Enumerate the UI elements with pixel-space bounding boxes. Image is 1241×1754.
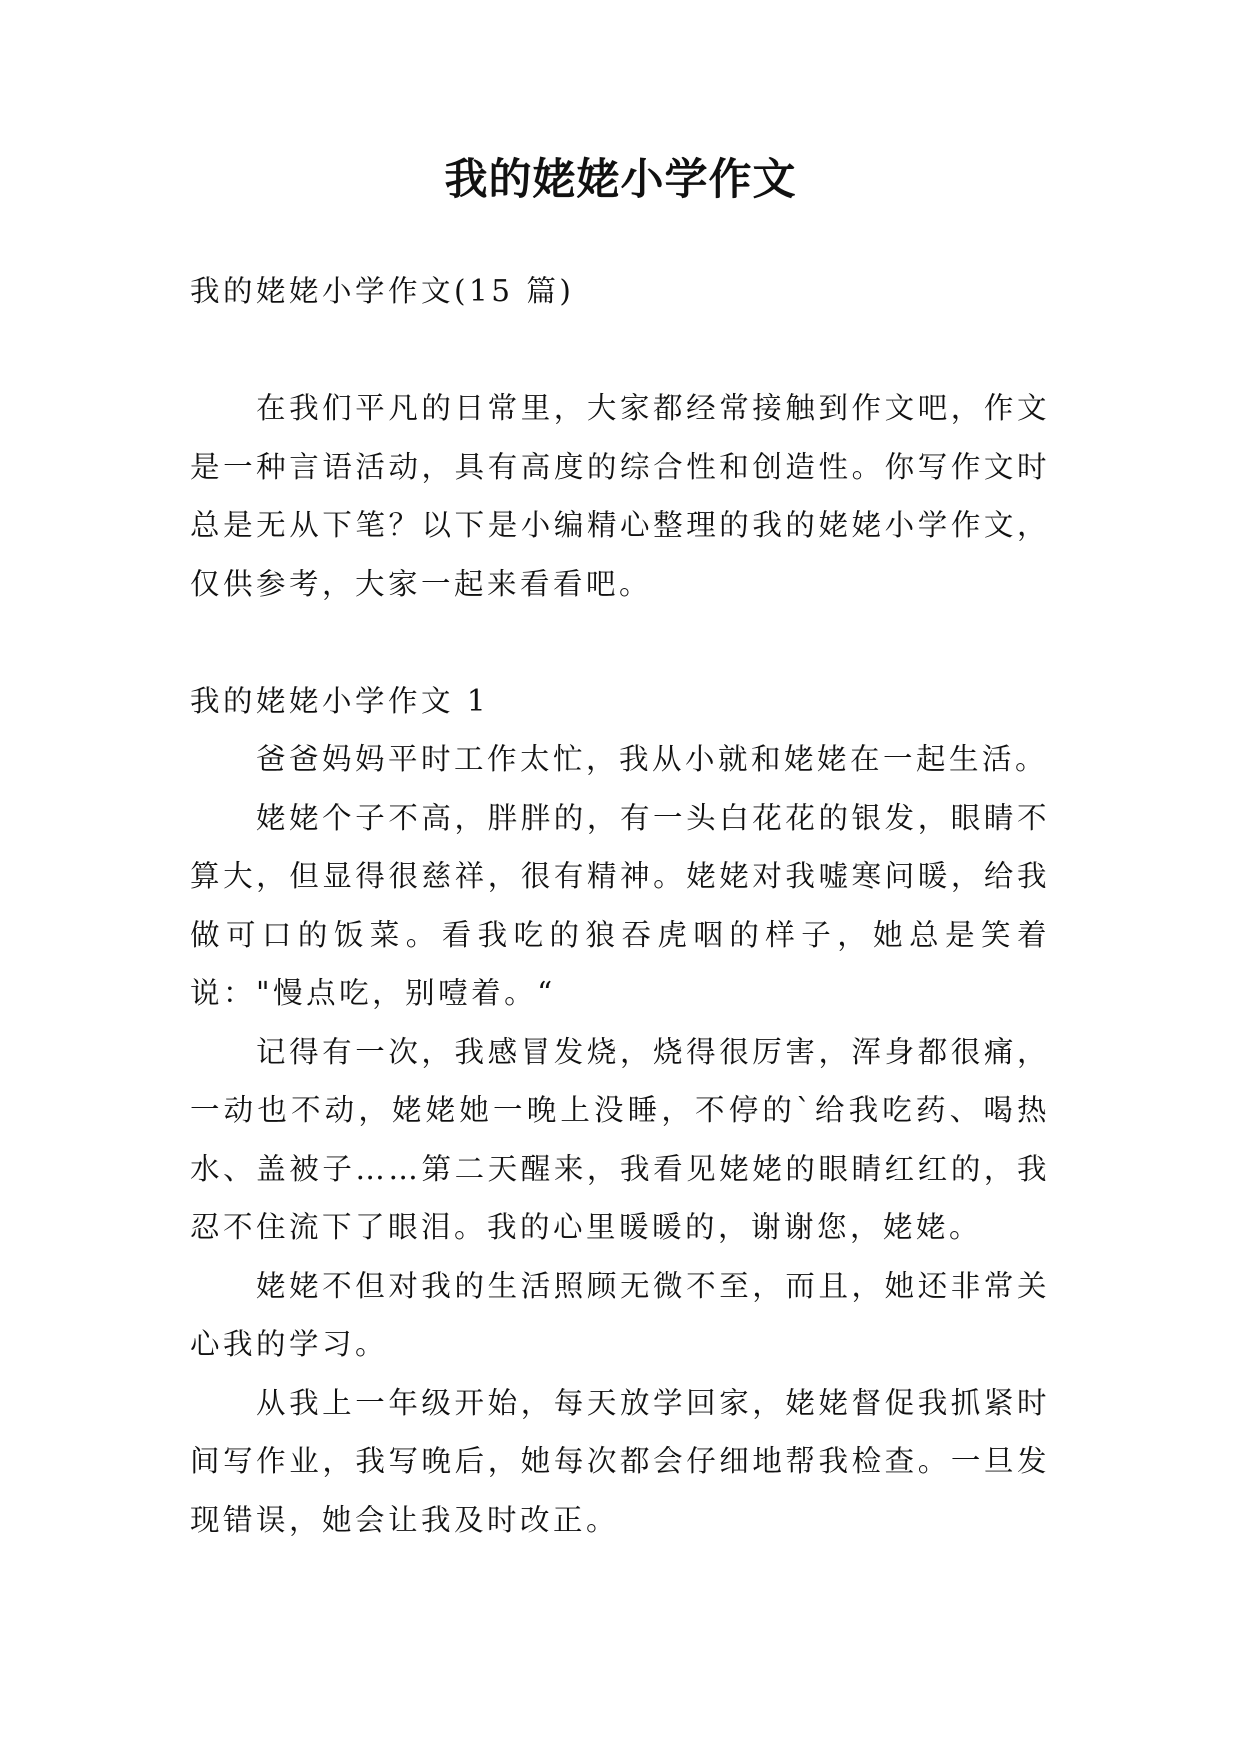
page-title: 我的姥姥小学作文 <box>444 155 797 205</box>
document-subtitle: 我的姥姥小学作文(15 篇) <box>190 274 575 308</box>
spacer <box>190 321 1050 380</box>
spacer <box>190 613 1050 672</box>
essay-paragraph: 姥姥个子不高，胖胖的，有一头白花花的银发，眼睛不算大，但显得很慈祥，很有精神。姥姥对我嘘寒问暖，给我做可口的饭菜。看我吃的狼吞虎咽的样子，她总是笑着说："慢点吃，别噎着。“ <box>190 800 1050 1010</box>
essay-paragraph: 从我上一年级开始，每天放学回家，姥姥督促我抓紧时间写作业，我写晚后，她每次都会仔细地帮我检查。一旦发现错误，她会让我及时改正。 <box>190 1385 1050 1537</box>
document-body <box>190 262 1050 1549</box>
essay-paragraph: 记得有一次，我感冒发烧，烧得很厉害，浑身都很痛，一动也不动，姥姥她一晚上没睡，不停的`给我吃药、喝热水、盖被子……第二天醒来，我看见姥姥的眼睛红红的，我忍不住流下了眼泪。我的心里暖暖的，谢谢您，姥姥。 <box>190 1034 1050 1244</box>
essay-paragraph: 爸爸妈妈平时工作太忙，我从小就和姥姥在一起生活。 <box>256 742 1049 776</box>
intro-paragraph: 在我们平凡的日常里，大家都经常接触到作文吧，作文是一种言语活动，具有高度的综合性和创造性。你写作文时总是无从下笔？以下是小编精心整理的我的姥姥小学作文，仅供参考，大家一起来看看吧。 <box>190 391 1050 601</box>
essay-paragraph: 姥姥不但对我的生活照顾无微不至，而且，她还非常关心我的学习。 <box>190 1268 1050 1361</box>
essay-heading: 我的姥姥小学作文 1 <box>190 683 490 718</box>
